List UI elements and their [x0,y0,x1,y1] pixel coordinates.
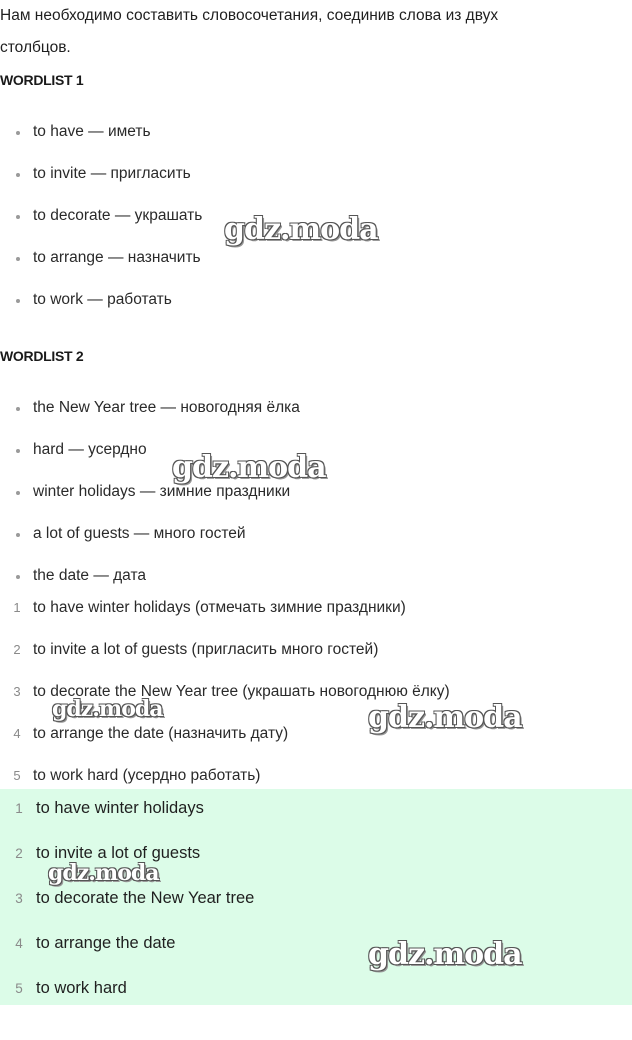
watermark: gdz.moda [172,450,326,485]
list-item-text: to arrange the date (назначить дату) [33,725,289,742]
list-item-text: to invite — пригласить [33,165,191,182]
list-item-text: to work hard [36,979,127,997]
item-number: 2 [13,642,21,657]
list-item-text: to decorate the New Year tree (украшать новогоднюю ёлку) [33,683,450,700]
watermark: gdz.moda [368,937,522,972]
list-item-text: to have winter holidays [36,799,204,817]
wordlist-2-heading: WORDLIST 2 [0,348,84,364]
watermark: gdz.moda [48,860,159,886]
list-item-text: to work — работать [33,291,172,308]
list-item-text: to have winter holidays (отмечать зимние праздники) [33,599,406,616]
item-number: 5 [13,768,21,783]
bullet-icon [16,407,20,411]
bullet-icon [16,575,20,579]
item-number: 1 [15,801,23,816]
list-item-text: winter holidays — зимние праздники [33,483,291,500]
list-item-text: the date — дата [33,567,147,584]
intro-text: Нам необходимо составить словосочетания, соединив слова из двух столбцов. [0,7,499,56]
item-number: 4 [13,726,21,741]
bullet-icon [16,491,20,495]
list-item-text: to decorate — украшать [33,207,203,224]
bullet-icon [16,215,20,219]
item-number: 5 [15,981,23,996]
list-item-text: to arrange the date [36,934,176,952]
bullet-icon [16,449,20,453]
bullet-icon [16,173,20,177]
item-number: 2 [15,846,23,861]
watermark: gdz.moda [224,212,378,247]
bullet-icon [16,299,20,303]
list-item-text: a lot of guests — много гостей [33,525,246,542]
item-number: 1 [13,600,21,615]
list-item-text: to have — иметь [33,123,151,140]
wordlist-1-heading: WORDLIST 1 [0,72,84,88]
bullet-icon [16,533,20,537]
item-number: 4 [15,936,23,951]
watermark: gdz.moda [368,700,522,735]
watermark: gdz.moda [52,696,163,722]
bullet-icon [16,257,20,261]
list-item-text: to arrange — назначить [33,249,201,266]
item-number: 3 [13,684,21,699]
item-number: 3 [15,891,23,906]
list-item-text: hard — усердно [33,441,147,458]
list-item-text: to invite a lot of guests (пригласить много гостей) [33,641,379,658]
list-item-text: to decorate the New Year tree [36,889,255,907]
list-item-text: to work hard (усердно работать) [33,767,261,784]
answer-box [0,789,632,1005]
list-item-text: the New Year tree — новогодняя ёлка [33,399,300,416]
list-item-text: to invite a lot of guests [36,844,201,862]
bullet-icon [16,131,20,135]
